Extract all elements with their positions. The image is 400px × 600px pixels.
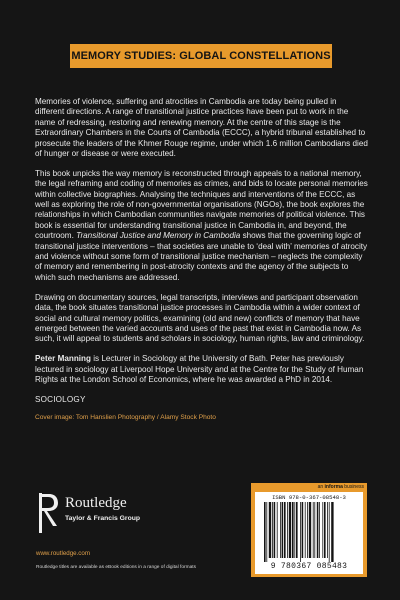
barcode-bar: [277, 502, 278, 558]
blurb-paragraph-1: Memories of violence, suffering and atrocities in Cambodia are today being pulled in different directions. A range of transitional justice practices have been put to work in the name of redressing, restoring and renewing memory. At the centre of this stage is the Extraordinary Chambers in the Courts of Cambodia (ECCC), a hybrid tribunal established to prosecute the leaders of the Khmer Rouge regime, under which 1.6 million Cambodians died of hunger or disease or were executed.: [35, 97, 368, 159]
barcode-bar: [269, 502, 271, 558]
barcode-bar: [302, 502, 304, 558]
subject-category: SOCIOLOGY: [35, 394, 86, 404]
barcode-bar: [313, 502, 314, 558]
isbn-number: ISBN 978-0-367-08548-3: [272, 494, 346, 501]
barcode-bar: [296, 502, 298, 558]
publisher-group: Taylor & Francis Group: [65, 515, 141, 522]
barcode-bar: [305, 502, 306, 558]
book-title-italic: Transitional Justice and Memory in Cambodia: [76, 231, 241, 241]
series-banner: [70, 44, 332, 68]
barcode-bar: [294, 502, 295, 558]
barcode-bar: [264, 502, 266, 562]
barcode-bar: [307, 502, 308, 558]
barcode-bar: [284, 502, 286, 558]
barcode-bar: [300, 502, 301, 562]
routledge-logo-icon: [36, 493, 60, 533]
barcode-bars: [264, 502, 354, 562]
informa-business-tag: [318, 484, 364, 490]
publisher-name: Routledge: [65, 495, 127, 511]
barcode-bar: [322, 502, 323, 558]
ean-digits: 9 780367 085483: [270, 562, 348, 571]
informa-brand: informa: [324, 484, 343, 490]
blurb-paragraph-2: [35, 169, 368, 283]
barcode-bar: [309, 502, 311, 558]
author-bio: [35, 354, 368, 385]
ebook-availability-note: Routledge titles are available as eBook editions in a range of digital formats: [36, 565, 196, 570]
barcode-bar: [272, 502, 273, 558]
series-title: MEMORY STUDIES: GLOBAL CONSTELLATIONS: [71, 50, 331, 62]
blurb-paragraph-2-part-a: This book unpicks the way memory is reconstructed through appeals to a national memory, the legal reframing and coding of memories as crimes, and bids to locate personal memories within collective biographies. Analysing the techniques and interventions of the ECCC, as well as exploring the role of non-governmental organisations (NGOs), the book explores the relationships in which Cambodian communities navigate memories of political violence. This book is essential for understanding transitional justice in Cambodia in, and beyond, the courtroom.: [35, 168, 368, 241]
barcode-bar: [287, 502, 288, 558]
informa-prefix: an: [317, 484, 325, 490]
publisher-website: www.routledge.com: [36, 550, 90, 557]
barcode-bar: [324, 502, 326, 558]
barcode-bar: [331, 502, 333, 562]
barcode-bar: [319, 502, 320, 558]
barcode-label: [255, 492, 363, 574]
barcode-bar: [274, 502, 276, 558]
barcode-bar: [280, 502, 281, 558]
blurb-paragraph-2-part-b: shows that the governing logic of transitional justice interventions – that societies are unable to ‘deal with’ memories of atrocity and violence without some form of transitional justice mechanism – neglects the complexity of memory and remembering in post-atrocity contexts and the agency of the subjects to which such mechanisms are addressed.: [35, 231, 368, 282]
barcode-bar: [329, 502, 330, 562]
barcode-bar: [317, 502, 319, 558]
blurb: [35, 97, 368, 423]
barcode-bar: [266, 502, 267, 562]
author-bio-text: is Lecturer in Sociology at the University of Bath. Peter has previously lectured in sociology at Liverpool Hope University and at the Centre for the Study of Human Rights at the London School of Economics, where he was awarded a PhD in 2014.: [35, 354, 364, 384]
informa-suffix: business: [342, 484, 364, 490]
author-name: Peter Manning: [35, 354, 91, 364]
barcode-bar: [289, 502, 291, 558]
cover-image-credit: Cover image: Tom Hanslien Photography / Alamy Stock Photo: [35, 413, 216, 421]
barcode-panel: [251, 483, 367, 577]
blurb-paragraph-3: Drawing on documentary sources, legal transcripts, interviews and participant observation data, the book situates transitional justice processes in Cambodia within a wider context of social and cultural memory politics, examining (old and new) conflicts of memory that have emerged between the varied accounts and uses of the past that exist in Cambodia now. As such, it will appeal to students and scholars in sociology, human rights, law and criminology.: [35, 292, 365, 344]
barcode-bar: [314, 502, 315, 558]
barcode-bar: [327, 502, 328, 558]
barcode-bar: [292, 502, 294, 558]
barcode-bar: [282, 502, 284, 558]
